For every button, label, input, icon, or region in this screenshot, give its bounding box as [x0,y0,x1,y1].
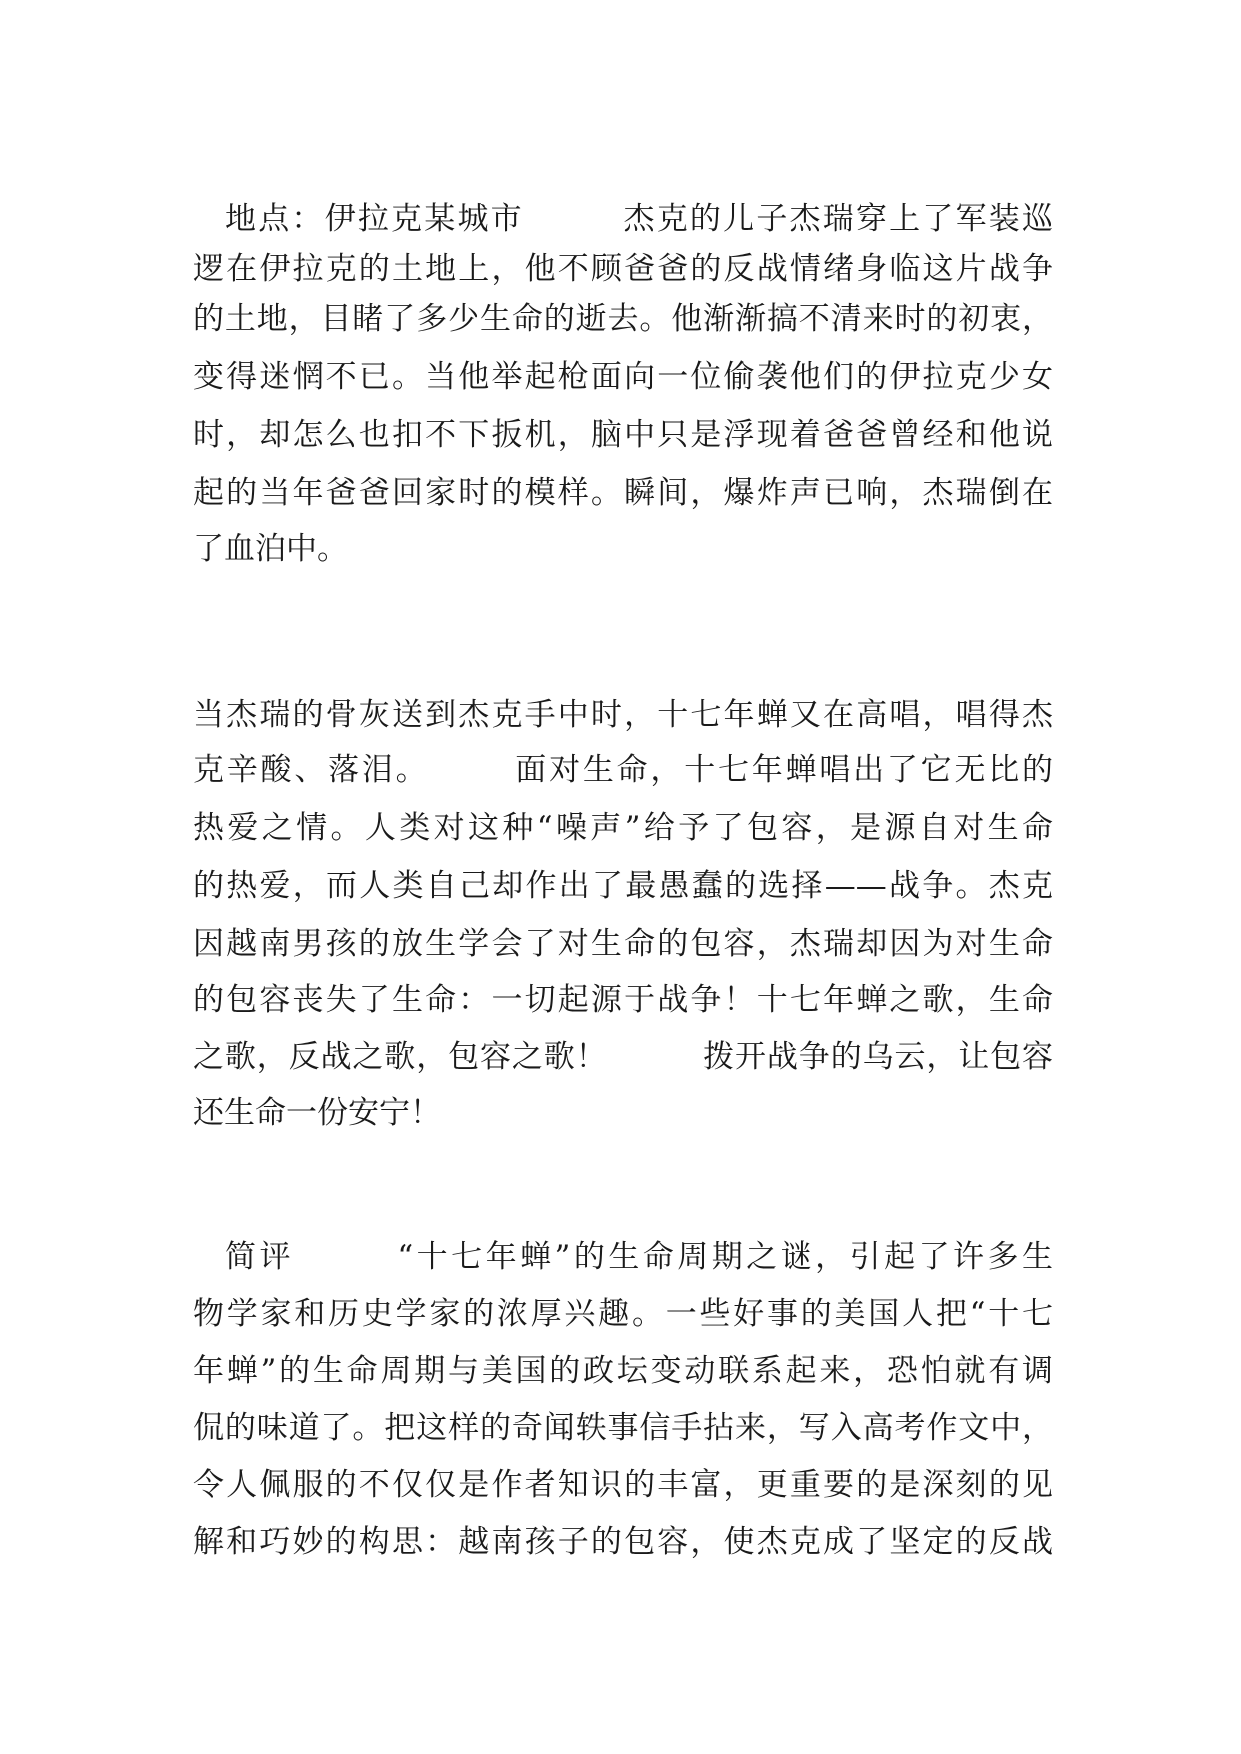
paragraph-3-line-5: 令人佩服的不仅仅是作者知识的丰富，更重要的是深刻的见 [193,1467,1053,1503]
paragraph-3-line-6: 解和巧妙的构思：越南孩子的包容，使杰克成了坚定的反战 [193,1524,1053,1560]
paragraph-1-line-3: 的土地，目睹了多少生命的逝去。他渐渐搞不清来时的初衷， [193,301,1053,337]
paragraph-2-line-3: 热爱之情。人类对这种“噪声”给予了包容，是源自对生命 [193,810,1053,846]
paragraph-2-line-4: 的热爱，而人类自己却作出了最愚蠢的选择——战争。杰克 [193,868,1053,904]
paragraph-1-line-5: 时，却怎么也扣不下扳机，脑中只是浮现着爸爸曾经和他说 [193,417,1053,453]
paragraph-2-line-7: 之歌，反战之歌，包容之歌！ 拨开战争的乌云，让包容 [193,1039,1053,1075]
paragraph-1-line-7: 了血泊中。 [193,531,348,567]
paragraph-1-line-2: 逻在伊拉克的土地上，他不顾爸爸的反战情绪身临这片战争 [193,251,1053,287]
paragraph-2-line-5: 因越南男孩的放生学会了对生命的包容，杰瑞却因为对生命 [193,926,1053,962]
paragraph-3-line-2: 物学家和历史学家的浓厚兴趣。一些好事的美国人把“十七 [193,1296,1053,1332]
paragraph-2-line-2: 克辛酸、落泪。 面对生命，十七年蝉唱出了它无比的 [193,752,1053,788]
paragraph-1-line-4: 变得迷惘不已。当他举起枪面向一位偷袭他们的伊拉克少女 [193,359,1053,395]
paragraph-2-line-6: 的包容丧失了生命：一切起源于战争！十七年蝉之歌，生命 [193,982,1053,1018]
paragraph-1-line-1: 地点：伊拉克某城市 杰克的儿子杰瑞穿上了军装巡 [225,201,1053,237]
paragraph-1-line-6: 起的当年爸爸回家时的模样。瞬间，爆炸声已响，杰瑞倒在 [193,475,1053,511]
paragraph-3-line-4: 侃的味道了。把这样的奇闻轶事信手拈来，写入高考作文中， [193,1410,1053,1446]
paragraph-2-line-1: 当杰瑞的骨灰送到杰克手中时，十七年蝉又在高唱，唱得杰 [193,697,1053,733]
paragraph-3-line-1: 简评 “十七年蝉”的生命周期之谜，引起了许多生 [225,1239,1053,1275]
paragraph-3-line-3: 年蝉”的生命周期与美国的政坛变动联系起来，恐怕就有调 [193,1353,1053,1389]
paragraph-2-line-8: 还生命一份安宁！ [193,1095,441,1131]
